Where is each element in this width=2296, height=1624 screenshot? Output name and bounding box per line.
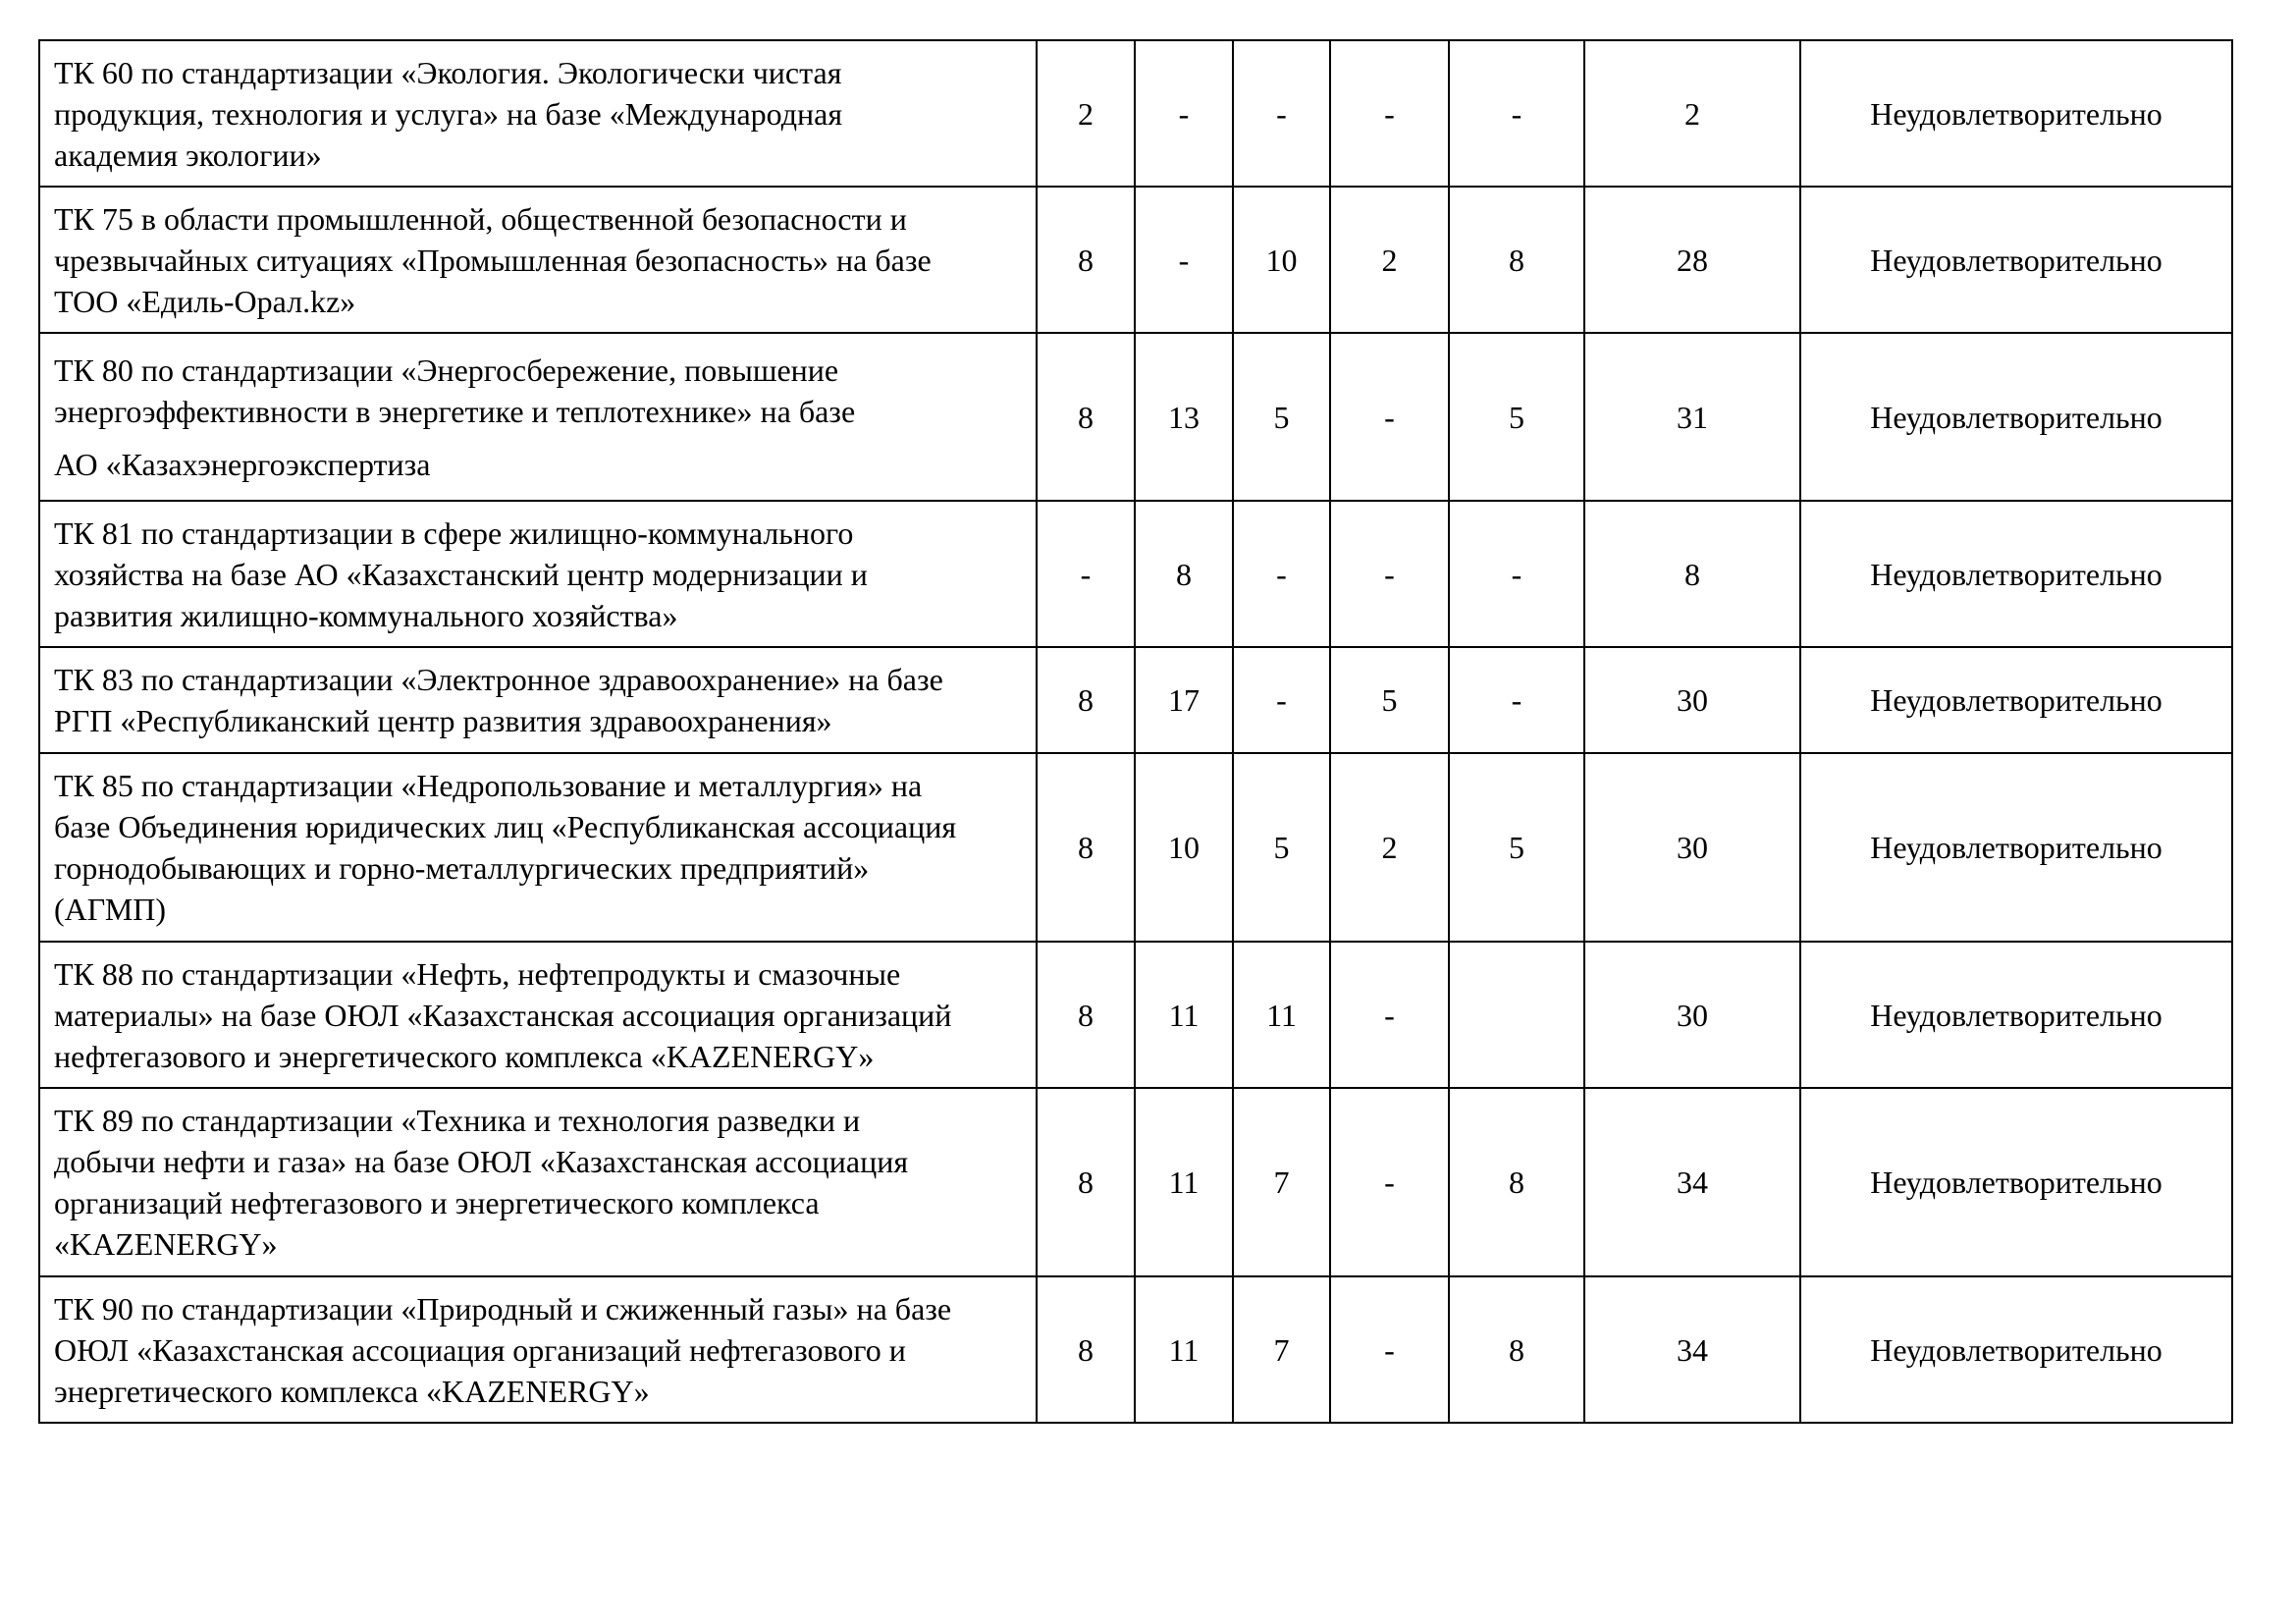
value-cell-4: -	[1330, 1276, 1449, 1423]
value-cell-4: 2	[1330, 753, 1449, 942]
committee-name-cell	[39, 647, 1037, 753]
value-cell-5: 8	[1449, 187, 1584, 333]
value-cell-3: 5	[1233, 333, 1330, 501]
status-cell: Неудовлетворительно	[1800, 333, 2232, 501]
value-cell-1: 8	[1037, 942, 1135, 1088]
value-cell-1: -	[1037, 501, 1135, 647]
status-cell: Неудовлетворительно	[1800, 40, 2232, 187]
total-cell: 30	[1584, 647, 1800, 753]
value-cell-1: 8	[1037, 1088, 1135, 1276]
committee-name-cell	[39, 40, 1037, 187]
committee-name-line: ТК 88 по стандартизации «Нефть, нефтепродукты и смазочные	[54, 955, 901, 992]
value-cell-1: 8	[1037, 647, 1135, 753]
value-cell-4: -	[1330, 1088, 1449, 1276]
committee-name-line: хозяйства на базе АО «Казахстанский центр модернизации и	[54, 556, 868, 592]
committee-name-cell	[39, 1088, 1037, 1276]
committee-name-cell	[39, 1276, 1037, 1423]
value-cell-4: 2	[1330, 187, 1449, 333]
committee-name-line: (АГМП)	[54, 892, 167, 927]
value-cell-5: -	[1449, 501, 1584, 647]
committee-name-line: развития жилищно-коммунального хозяйства»	[54, 597, 678, 633]
committee-name-line: добычи нефти и газа» на базе ОЮЛ «Казахстанская ассоциация	[54, 1144, 909, 1179]
committee-name-line: ТК 83 по стандартизации «Электронное здравоохранение» на базе	[54, 662, 943, 697]
table-row	[39, 501, 2232, 647]
value-cell-2: 10	[1135, 753, 1233, 942]
status-cell: Неудовлетворительно	[1800, 1088, 2232, 1276]
committee-name-line: РГП «Республиканский центр развития здравоохранения»	[54, 703, 832, 738]
value-cell-4: -	[1330, 333, 1449, 501]
committee-name-cell	[39, 753, 1037, 942]
committee-name-line: горнодобывающих и горно-металлургических предприятий»	[54, 850, 870, 886]
committee-name-line: продукция, технология и услуга» на базе «Международная	[54, 95, 843, 132]
status-cell: Неудовлетворительно	[1800, 753, 2232, 942]
value-cell-5: 8	[1449, 1276, 1584, 1423]
value-cell-4: -	[1330, 942, 1449, 1088]
total-cell: 8	[1584, 501, 1800, 647]
table-row	[39, 333, 2232, 501]
total-cell: 28	[1584, 187, 1800, 333]
table-row	[39, 753, 2232, 942]
committee-name-line: ТК 60 по стандартизации «Экология. Экологически чистая	[54, 54, 842, 90]
total-cell: 30	[1584, 753, 1800, 942]
committee-name-line: энергоэффективности в энергетике и теплотехнике» на базе	[54, 393, 856, 429]
total-cell: 34	[1584, 1088, 1800, 1276]
status-cell: Неудовлетворительно	[1800, 1276, 2232, 1423]
value-cell-2: 11	[1135, 942, 1233, 1088]
paragraph-gap	[54, 432, 1016, 444]
value-cell-1: 2	[1037, 40, 1135, 187]
total-cell: 34	[1584, 1276, 1800, 1423]
value-cell-1: 8	[1037, 333, 1135, 501]
value-cell-2: 11	[1135, 1276, 1233, 1423]
value-cell-2: 17	[1135, 647, 1233, 753]
total-cell: 31	[1584, 333, 1800, 501]
committee-name-line: ОЮЛ «Казахстанская ассоциация организаций нефтегазового и	[54, 1331, 906, 1368]
value-cell-3: -	[1233, 501, 1330, 647]
committee-name-cell	[39, 187, 1037, 333]
value-cell-3: 5	[1233, 753, 1330, 942]
committee-name-line: ТК 80 по стандартизации «Энергосбережение, повышение	[54, 352, 839, 388]
committee-name-line: ТОО «Едиль-Орал.kz»	[54, 283, 356, 319]
committee-name-line: ТК 85 по стандартизации «Недропользование и металлургия» на	[54, 768, 923, 803]
committee-name-line: базе Объединения юридических лиц «Республиканская ассоциация	[54, 809, 957, 844]
committee-evaluation-table	[38, 39, 2233, 1424]
value-cell-5: 5	[1449, 753, 1584, 942]
table-row	[39, 1276, 2232, 1423]
value-cell-1: 8	[1037, 187, 1135, 333]
value-cell-2: 11	[1135, 1088, 1233, 1276]
value-cell-4: 5	[1330, 647, 1449, 753]
committee-name-line: академия экологии»	[54, 136, 322, 173]
value-cell-5: -	[1449, 647, 1584, 753]
table-row	[39, 942, 2232, 1088]
committee-name-line: чрезвычайных ситуациях «Промышленная безопасность» на базе	[54, 242, 932, 278]
value-cell-1: 8	[1037, 1276, 1135, 1423]
value-cell-3: 11	[1233, 942, 1330, 1088]
status-cell: Неудовлетворительно	[1800, 942, 2232, 1088]
value-cell-2: 13	[1135, 333, 1233, 501]
committee-name-line: организаций нефтегазового и энергетического комплекса	[54, 1185, 820, 1220]
value-cell-2: -	[1135, 40, 1233, 187]
committee-name-line: материалы» на базе ОЮЛ «Казахстанская ассоциация организаций	[54, 997, 952, 1033]
value-cell-5	[1449, 942, 1584, 1088]
table-row	[39, 1088, 2232, 1276]
committee-name-cell	[39, 333, 1037, 501]
committee-name-line: нефтегазового и энергетического комплекса «KAZENERGY»	[54, 1038, 875, 1074]
committee-name-line: ТК 75 в области промышленной, общественной безопасности и	[54, 200, 907, 237]
committee-name-line: ТК 90 по стандартизации «Природный и сжиженный газы» на базе	[54, 1290, 952, 1326]
committee-name-line: «KAZENERGY»	[54, 1226, 278, 1262]
committee-name-cell	[39, 501, 1037, 647]
value-cell-3: -	[1233, 647, 1330, 753]
value-cell-5: -	[1449, 40, 1584, 187]
value-cell-4: -	[1330, 501, 1449, 647]
status-cell: Неудовлетворительно	[1800, 187, 2232, 333]
committee-name-line: АО «Казахэнергоэкспертиза	[54, 446, 431, 482]
table-row	[39, 647, 2232, 753]
table-row	[39, 40, 2232, 187]
committee-name-line: энергетического комплекса «KAZENERGY»	[54, 1373, 650, 1409]
total-cell: 2	[1584, 40, 1800, 187]
committee-name-cell	[39, 942, 1037, 1088]
value-cell-4: -	[1330, 40, 1449, 187]
value-cell-3: 7	[1233, 1088, 1330, 1276]
value-cell-5: 5	[1449, 333, 1584, 501]
committee-name-line: ТК 89 по стандартизации «Техника и технология разведки и	[54, 1103, 861, 1138]
value-cell-3: -	[1233, 40, 1330, 187]
value-cell-2: -	[1135, 187, 1233, 333]
total-cell: 30	[1584, 942, 1800, 1088]
value-cell-1: 8	[1037, 753, 1135, 942]
status-cell: Неудовлетворительно	[1800, 501, 2232, 647]
value-cell-3: 7	[1233, 1276, 1330, 1423]
table-row	[39, 187, 2232, 333]
value-cell-3: 10	[1233, 187, 1330, 333]
value-cell-5: 8	[1449, 1088, 1584, 1276]
value-cell-2: 8	[1135, 501, 1233, 647]
status-cell: Неудовлетворительно	[1800, 647, 2232, 753]
committee-name-line: ТК 81 по стандартизации в сфере жилищно-коммунального	[54, 514, 854, 551]
